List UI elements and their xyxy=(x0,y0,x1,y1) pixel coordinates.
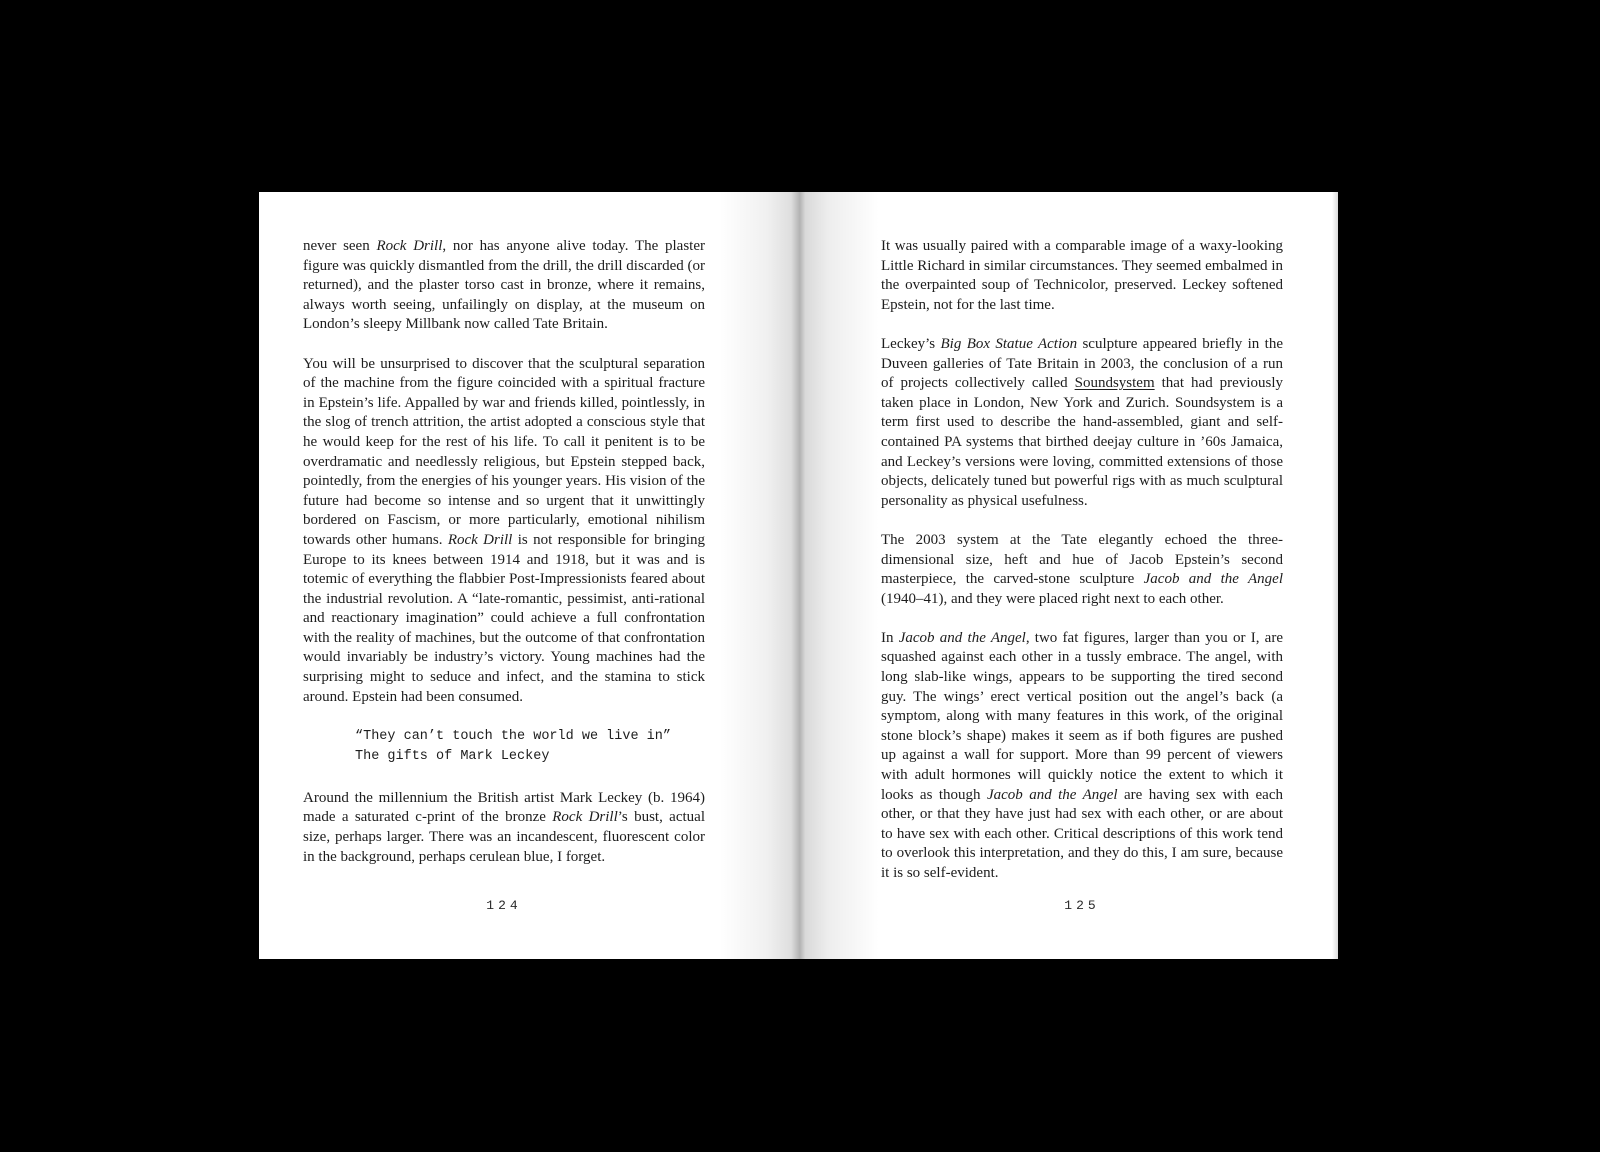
body-paragraph: Around the millennium the British artist Mark Leckey (b. 1964) made a saturated c-print of the bronze Rock Drill’s bust, actual size, perhaps larger. There was an incandescent, fluorescent color in the background, perhaps cerulean blue, I forget. xyxy=(303,789,705,865)
body-paragraph: never seen Rock Drill, nor has anyone alive today. The plaster figure was quickly dismantled from the drill, the drill discarded (or returned), and the plaster torso cast in bronze, where it remains, always worth seeing, unfailingly on display, at the museum on London’s sleepy Millbank now called Tate Britain. xyxy=(303,238,706,333)
section-heading-quote: “They can’t touch the world we live in” The gifts of Mark Leckey xyxy=(355,728,671,764)
body-paragraph: You will be unsurprised to discover that the sculptural separation of the machine from the figure coincided with a spiritual fracture in Epstein’s life. Appalled by war and friends killed, pointlessly, in the slog of trench attrition, the artist adopted a conscious style that he would keep for the rest of his life. To call it penitent is to be overdramatic and needlessly religious, but Epstein stepped back, pointedly, from the energies of his younger years. His vision of the future had become so intense and so urgent that it unwittingly bordered on Fascism, or more particularly, emotional nihilism towards other humans. Rock Drill is not responsible for bringing Europe to its knees between 1914 and 1918, but it was and is totemic of everything the flabbier Post-Impressionists feared about the industrial revolution. A “late-romantic, pessimist, anti-rational and reactionary imagination” could achieve a full confrontation with the reality of machines, but the outcome of that confrontation would invariably be industry’s victory. Young machines had the surprising might to seduce and infect, and the stamina to stick around. Epstein had been consumed. xyxy=(303,355,705,705)
left-page-number: 124 xyxy=(486,898,522,913)
book-spread xyxy=(259,192,1338,959)
left-page-body xyxy=(303,237,705,887)
right-page-number: 125 xyxy=(1064,898,1100,913)
page-edge-shadow xyxy=(1332,192,1338,959)
right-page-body xyxy=(881,237,1283,903)
body-paragraph: In Jacob and the Angel, two fat figures, larger than you or I, are squashed against each other in a tussly embrace. The angel, with long slab-like wings, appears to be supporting the tired second guy. The wings’ erect vertical position out the angel’s back (a symptom, along with many features in this work, of the original stone block’s shape) makes it seem as if both figures are pushed up against a wall for support. More than 99 percent of viewers with adult hormones will quickly notice the extent to which it looks as though Jacob and the Angel are having sex with each other, or that they have just had sex with each other, or are about to have sex with each other. Critical descriptions of this work tend to overlook this interpretation, and they do this, I am sure, because it is so self-evident. xyxy=(881,629,1283,881)
book-gutter-shadow xyxy=(719,192,879,959)
body-paragraph: The 2003 system at the Tate elegantly echoed the three-dimensional size, heft and hue of Jacob Epstein’s second masterpiece, the carved-stone sculpture Jacob and the Angel (1940–41), and they were placed right next to each other. xyxy=(881,531,1283,607)
body-paragraph: It was usually paired with a comparable image of a waxy-looking Little Richard in similar circumstances. They seemed embalmed in the overpainted soup of Technicolor, preserved. Leckey softened Epstein, not for the last time. xyxy=(881,238,1283,313)
body-paragraph: Leckey’s Big Box Statue Action sculpture appeared briefly in the Duveen galleries of Tate Britain in 2003, the conclusion of a run of projects collectively called Soundsystem that had previously taken place in London, New York and Zurich. Soundsystem is a term first used to describe the hand-assembled, giant and self-contained PA systems that birthed deejay culture in ’60s Jamaica, and Leckey’s versions were loving, committed extensions of those objects, delicately tuned but powerful rigs with as much sculptural personality as physical usefulness. xyxy=(881,335,1283,509)
